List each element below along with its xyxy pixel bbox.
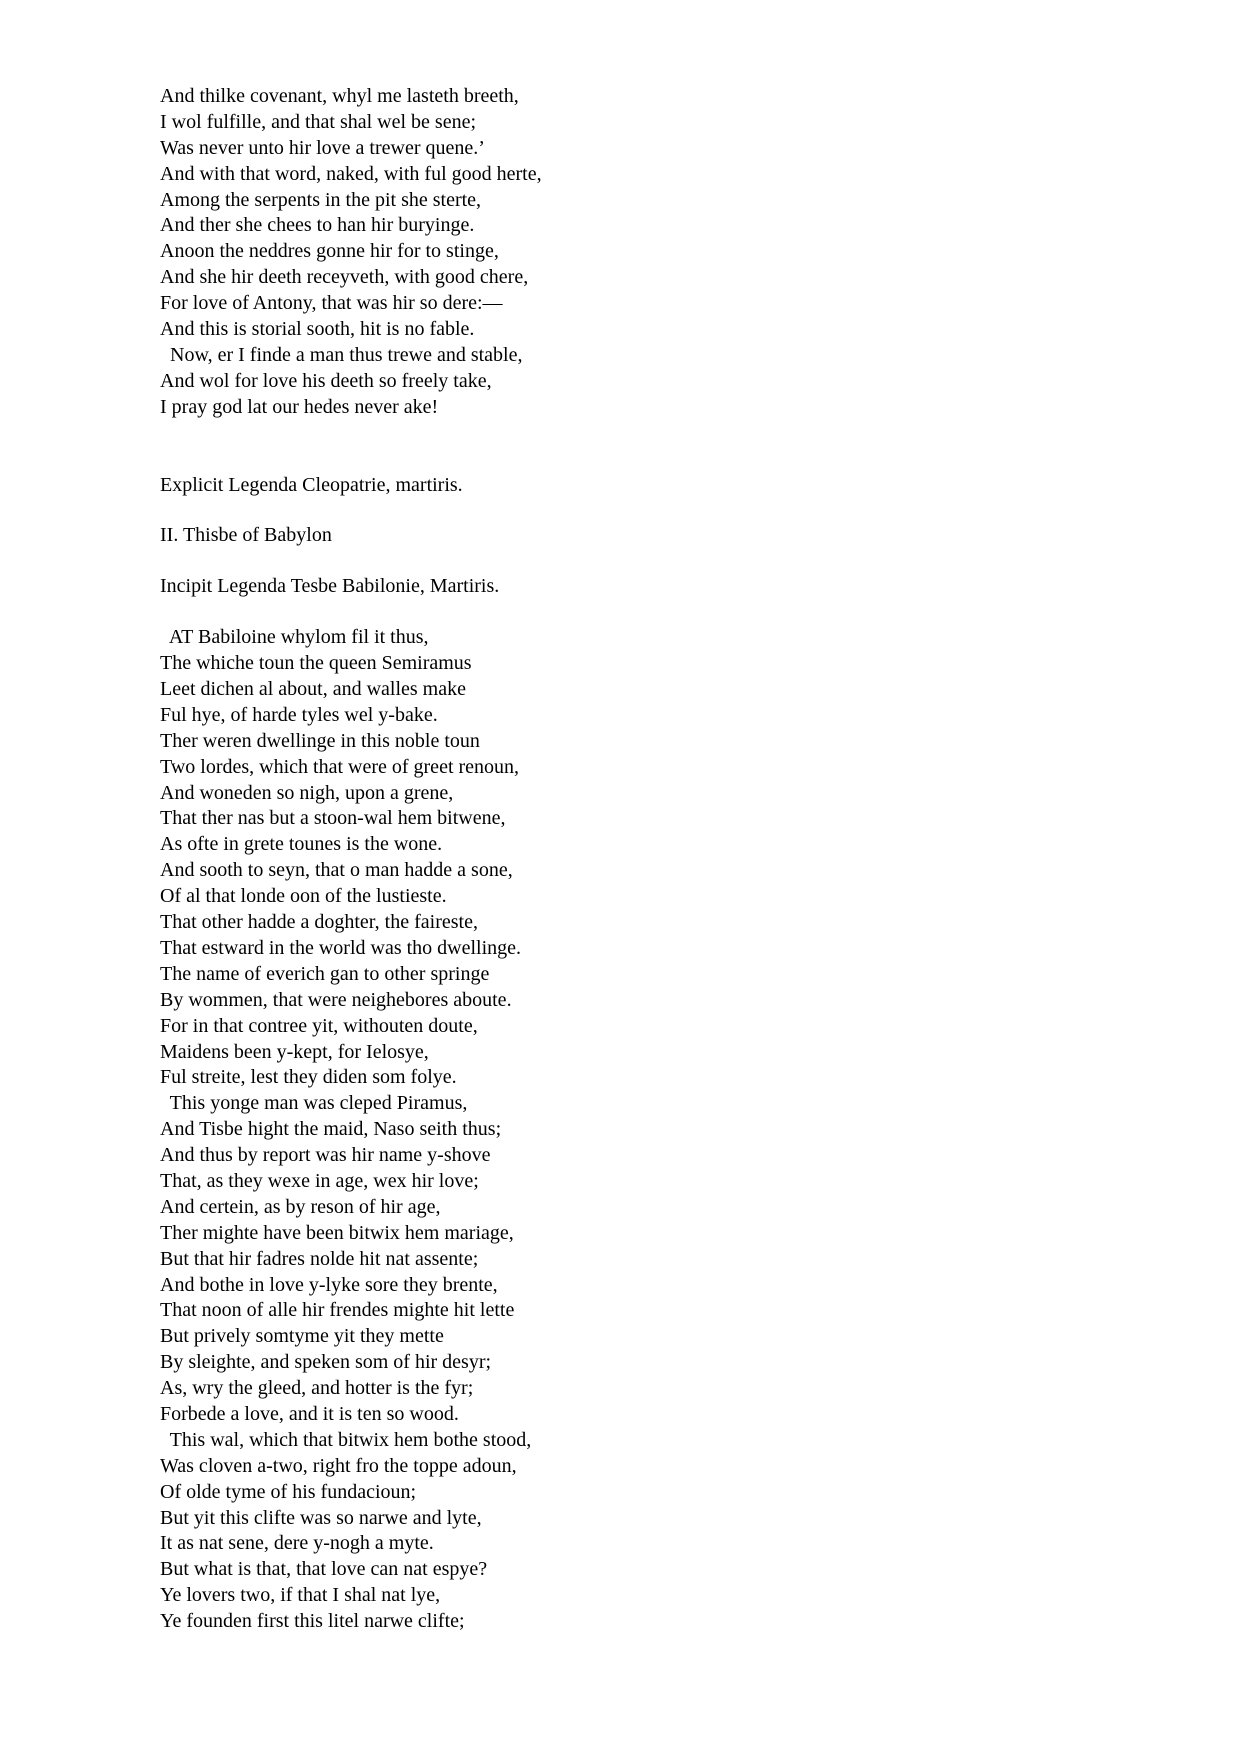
verse-line: Now, er I finde a man thus trewe and stable, xyxy=(160,343,523,366)
verse-line: Anoon the neddres gonne hir for to stinge, xyxy=(160,240,499,263)
verse-line: Ful hye, of harde tyles wel y-bake. xyxy=(160,703,438,726)
verse-line: Ye founden first this litel narwe clifte; xyxy=(160,1610,465,1633)
verse-line: But what is that, that love can nat espye? xyxy=(160,1558,488,1581)
verse-line: That, as they wexe in age, wex hir love; xyxy=(160,1169,479,1192)
verse-line: And she hir deeth receyveth, with good chere, xyxy=(160,266,529,289)
verse-line: Was never unto hir love a trewer quene.’ xyxy=(160,136,485,159)
verse-line: The name of everich gan to other springe xyxy=(160,962,490,985)
verse-line: Of olde tyme of his fundacioun; xyxy=(160,1480,417,1503)
verse-line: I wol fulfille, and that shal wel be sene; xyxy=(160,110,477,133)
verse-line: And Tisbe hight the maid, Naso seith thus; xyxy=(160,1118,502,1141)
verse-line: And sooth to seyn, that o man hadde a sone, xyxy=(160,859,513,882)
verse-line: And wol for love his deeth so freely take, xyxy=(160,369,492,392)
verse-line: And woneden so nigh, upon a grene, xyxy=(160,781,454,804)
verse-line: For in that contree yit, withouten doute, xyxy=(160,1014,478,1037)
verse-line: Leet dichen al about, and walles make xyxy=(160,678,466,701)
section-title: II. Thisbe of Babylon xyxy=(160,524,332,547)
verse-line: This yonge man was cleped Piramus, xyxy=(160,1092,468,1115)
spacer xyxy=(160,549,1160,574)
verse-line: Among the serpents in the pit she sterte, xyxy=(160,188,482,211)
verse-line: Ther weren dwellinge in this noble toun xyxy=(160,729,480,752)
spacer xyxy=(160,498,1160,523)
verse-line: AT Babiloine whylom fil it thus, xyxy=(160,626,429,649)
spacer xyxy=(160,421,1160,473)
verse-line: But yit this clifte was so narwe and lyte, xyxy=(160,1506,482,1529)
verse-line: Ful streite, lest they diden som folye. xyxy=(160,1066,457,1089)
verse-line: Of al that londe oon of the lustieste. xyxy=(160,885,447,908)
verse-line: Was cloven a-two, right fro the toppe adoun, xyxy=(160,1454,517,1477)
verse-line: Forbede a love, and it is ten so wood. xyxy=(160,1402,459,1425)
verse-line: For love of Antony, that was hir so dere:— xyxy=(160,292,503,315)
verse-line: That ther nas but a stoon-wal hem bitwene, xyxy=(160,807,506,830)
verse-line: Ther mighte have been bitwix hem mariage, xyxy=(160,1221,514,1244)
verse-line: Maidens been y-kept, for Ielosye, xyxy=(160,1040,429,1063)
verse-line: But that hir fadres nolde hit nat assente; xyxy=(160,1247,479,1270)
incipit-line: Incipit Legenda Tesbe Babilonie, Martiris. xyxy=(160,575,500,598)
verse-line: And with that word, naked, with ful good herte, xyxy=(160,162,542,185)
stanza-cleopatra-ending xyxy=(160,84,1160,421)
verse-line: And ther she chees to han hir buryinge. xyxy=(160,214,475,237)
verse-line: This wal, which that bitwix hem bothe stood, xyxy=(160,1428,532,1451)
verse-line: Two lordes, which that were of greet renoun, xyxy=(160,755,520,778)
verse-line: That estward in the world was tho dwellinge. xyxy=(160,936,522,959)
document-page xyxy=(160,84,1160,1635)
verse-line: The whiche toun the queen Semiramus xyxy=(160,652,472,675)
verse-line: By wommen, that were neighebores aboute. xyxy=(160,988,512,1011)
verse-line: As ofte in grete tounes is the wone. xyxy=(160,833,443,856)
verse-line: And bothe in love y-lyke sore they brente, xyxy=(160,1273,498,1296)
verse-line: I pray god lat our hedes never ake! xyxy=(160,395,439,418)
verse-line: And certein, as by reson of hir age, xyxy=(160,1195,441,1218)
verse-line: As, wry the gleed, and hotter is the fyr; xyxy=(160,1377,474,1400)
verse-line: It as nat sene, dere y-nogh a myte. xyxy=(160,1532,434,1555)
verse-line: And this is storial sooth, hit is no fable. xyxy=(160,318,475,341)
verse-line: And thus by report was hir name y-shove xyxy=(160,1144,491,1167)
verse-line: That other hadde a doghter, the faireste, xyxy=(160,911,478,934)
verse-line: Ye lovers two, if that I shal nat lye, xyxy=(160,1584,441,1607)
verse-line: But prively somtyme yit they mette xyxy=(160,1325,444,1348)
verse-line: That noon of alle hir frendes mighte hit lette xyxy=(160,1299,515,1322)
spacer xyxy=(160,600,1160,625)
explicit-line: Explicit Legenda Cleopatrie, martiris. xyxy=(160,473,463,496)
verse-line: By sleighte, and speken som of hir desyr; xyxy=(160,1351,492,1374)
verse-line: And thilke covenant, whyl me lasteth breeth, xyxy=(160,85,519,107)
stanza-thisbe xyxy=(160,625,1160,1635)
